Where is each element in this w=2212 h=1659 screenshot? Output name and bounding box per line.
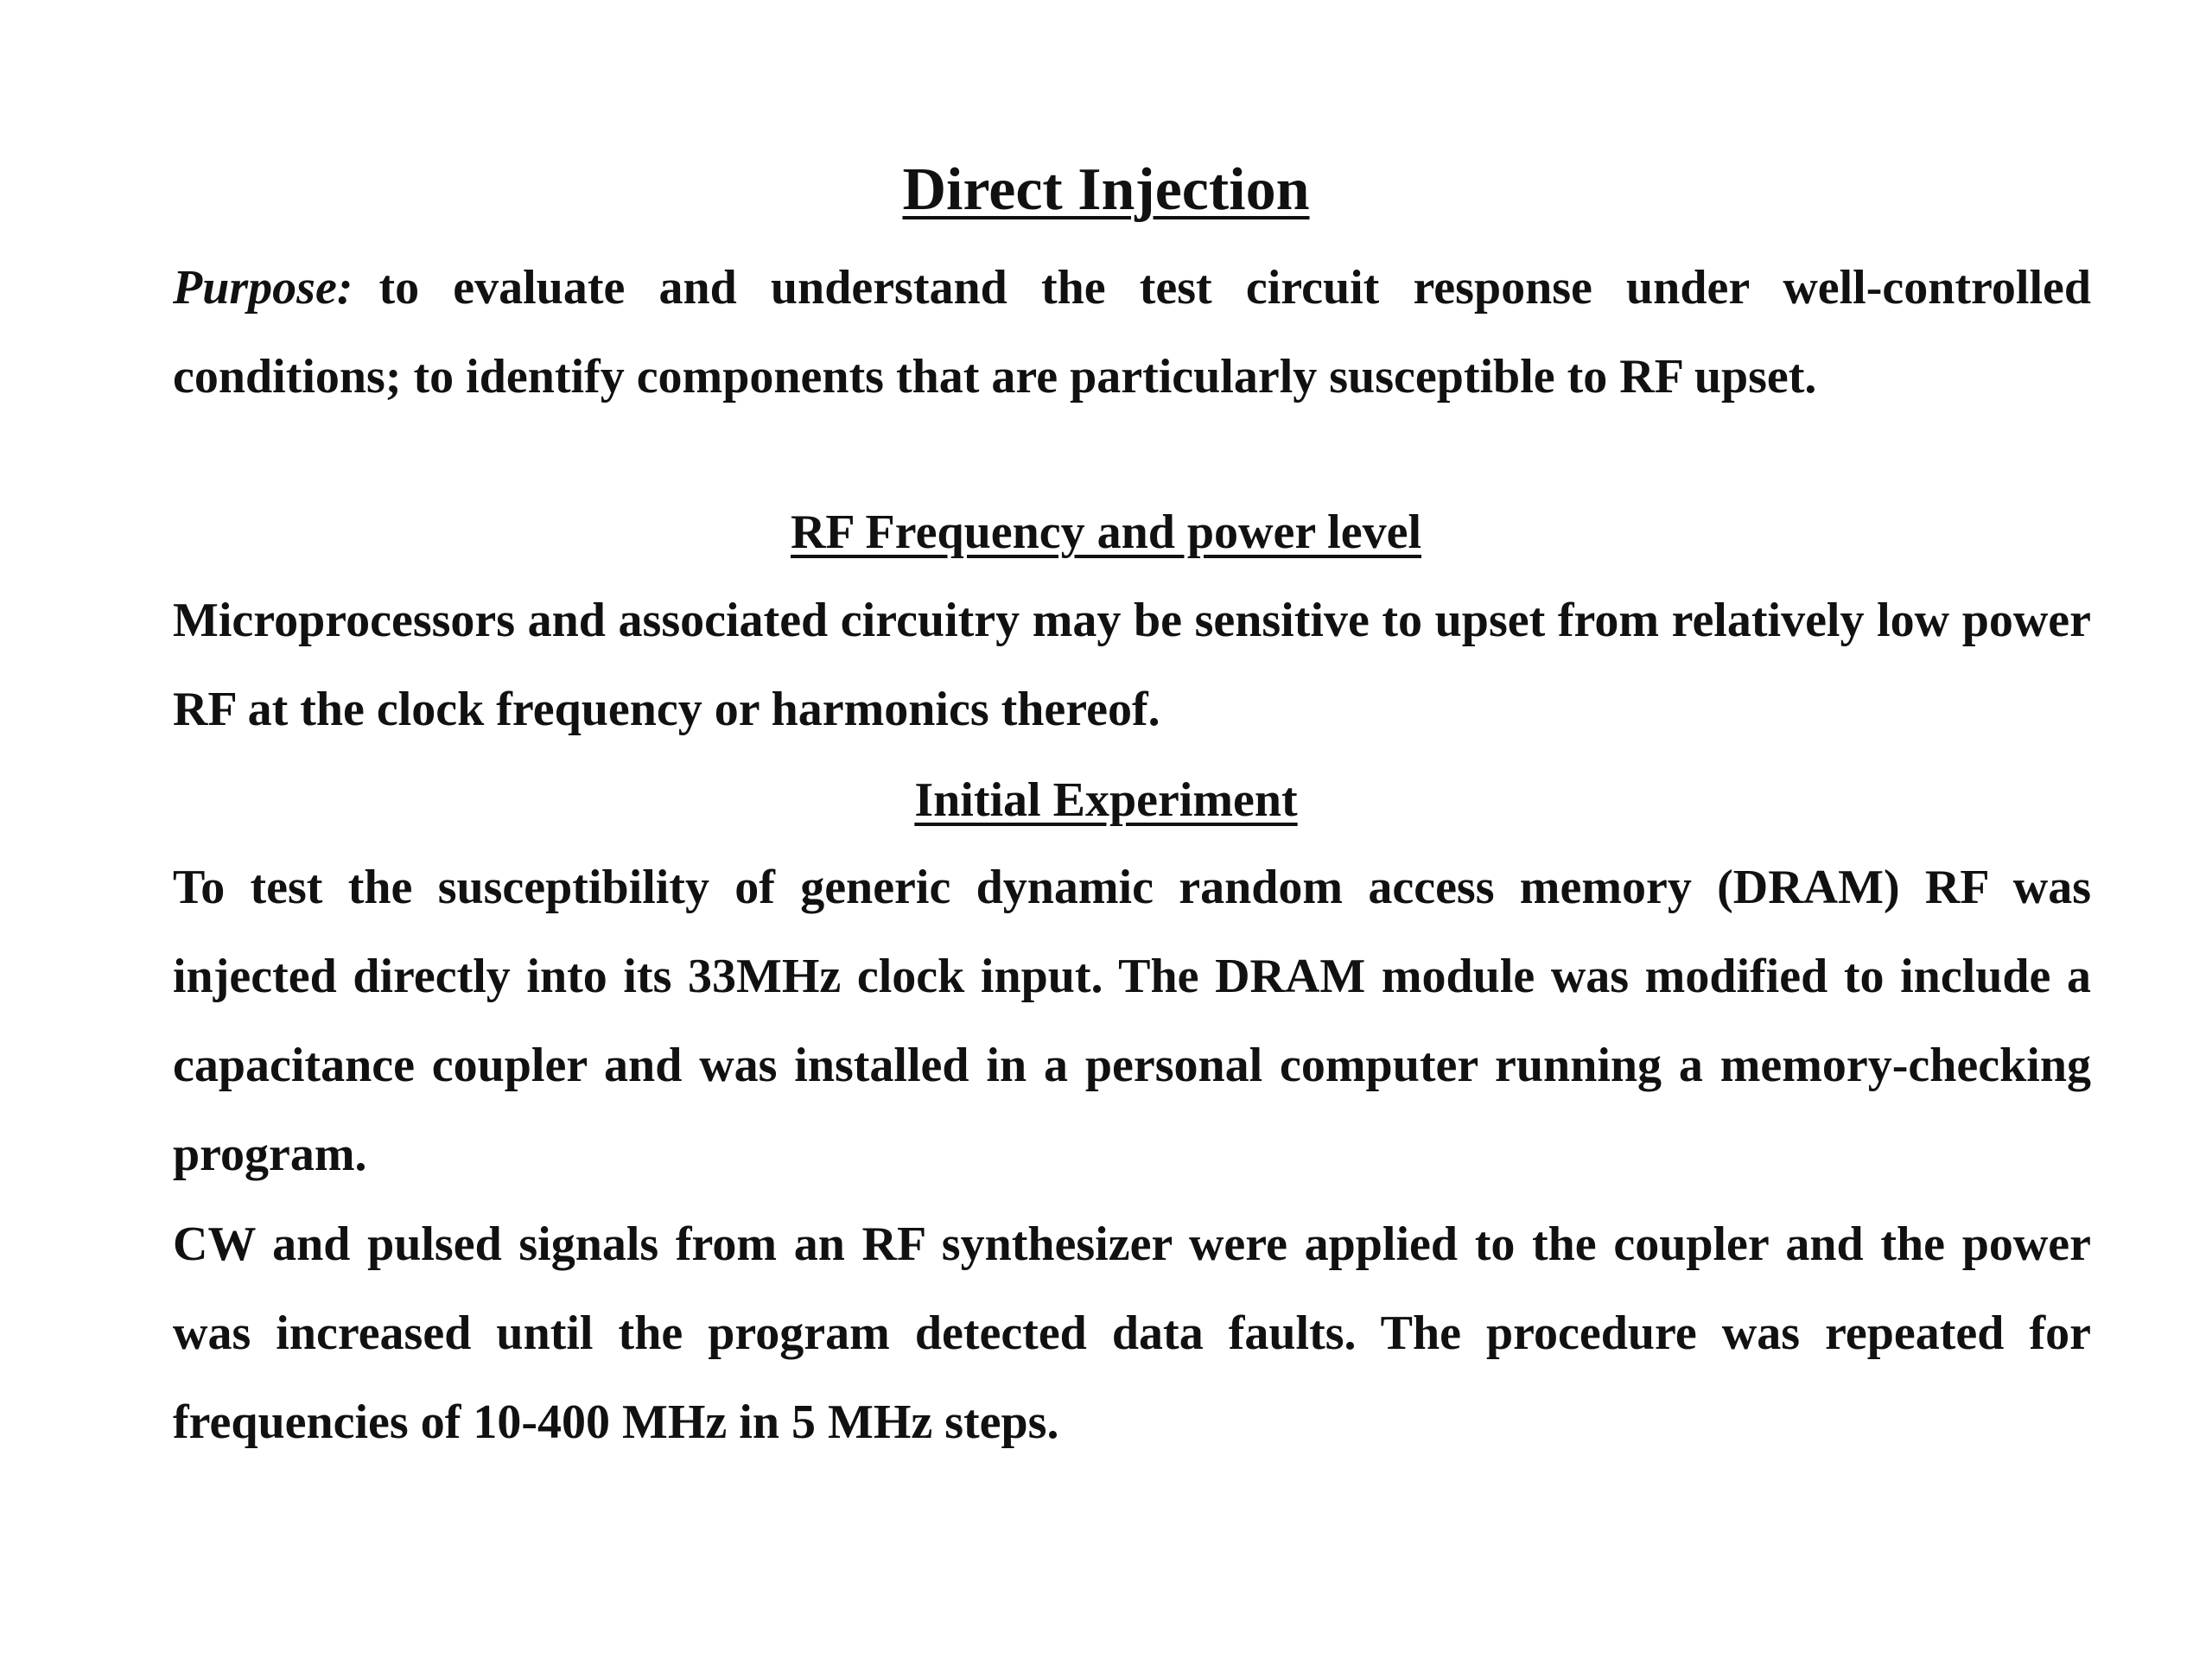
purpose-label: Purpose: [173,261,353,315]
purpose-paragraph [173,244,2091,422]
section-heading-rf [0,501,2212,563]
purpose-text: to evaluate and understand the test circuit response under well-controlled conditions; to identify components that are particularly susceptible to RF upset. [173,261,2091,404]
rf-paragraph: Microprocessors and associated circuitry may be sensitive to upset from relatively low power RF at the clock frequency or harmonics thereof. [173,594,2091,736]
initial-experiment-paragraph-2: CW and pulsed signals from an RF synthesizer were applied to the coupler and the power was increased until the program detected data faults. The procedure was repeated for frequencies of 10-400 MHz in 5 MHz steps. [173,1217,2091,1449]
page-title-text: Direct Injection [902,156,1310,223]
section-heading-rf-text: RF Frequency and power level [790,505,1422,559]
page-title [0,149,2212,232]
section-heading-initial [0,769,2212,831]
initial-experiment-paragraph-1: To test the susceptibility of generic dynamic random access memory (DRAM) RF was injected directly into its 33MHz clock input. The DRAM module was modified to include a capacitance coupler and was installed in a personal computer running a memory-checking program. [173,861,2091,1181]
section-heading-initial-text: Initial Experiment [914,773,1298,827]
